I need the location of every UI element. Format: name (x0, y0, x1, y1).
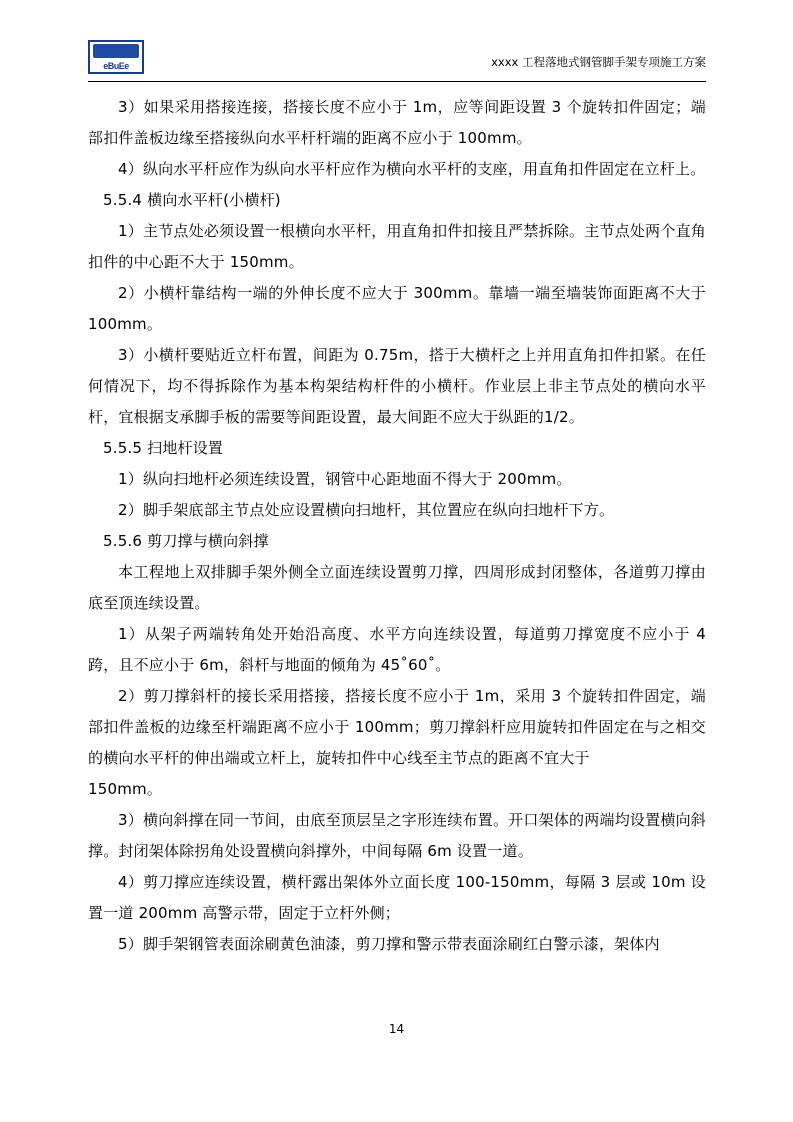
logo-bar (93, 44, 139, 58)
paragraph: 1）纵向扫地杆必须连续设置，钢管中心距地面不得大于 200mm。 (118, 470, 572, 488)
paragraph: 1）主节点处必须设置一根横向水平杆，用直角扣件扣接且严禁拆除。主节点处两个直角扣件的中心距不大于 150mm。 (88, 222, 706, 271)
page-header (88, 40, 706, 80)
header-title: xxxx 工程落地式钢管脚手架专项施工方案 (491, 55, 706, 69)
section-heading: 5.5.6 剪刀撑与横向斜撑 (103, 532, 269, 550)
paragraph: 本工程地上双排脚手架外侧全立面连续设置剪刀撑，四周形成封闭整体，各道剪刀撑由底至顶连续设置。 (88, 563, 706, 612)
header-divider (88, 81, 706, 82)
paragraph: 3）如果采用搭接连接，搭接长度不应小于 1m，应等间距设置 3 个旋转扣件固定；端部扣件盖板边缘至搭接纵向水平杆杆端的距离不应小于 100mm。 (88, 98, 706, 147)
paragraph: 5）脚手架钢管表面涂刷黄色油漆，剪刀撑和警示带表面涂刷红白警示漆，架体内 (118, 935, 660, 953)
page-number: 14 (388, 1022, 405, 1036)
section-heading: 5.5.4 横向水平杆(小横杆) (103, 191, 281, 209)
paragraph: 2）脚手架底部主节点处应设置横向扫地杆，其位置应在纵向扫地杆下方。 (118, 501, 615, 519)
paragraph: 4）剪刀撑应连续设置，横杆露出架体外立面长度 100-150mm，每隔 3 层或 10m 设置一道 200mm 高警示带，固定于立杆外侧； (88, 873, 706, 922)
section-heading: 5.5.5 扫地杆设置 (103, 439, 224, 457)
paragraph: 1）从架子两端转角处开始沿高度、水平方向连续设置，每道剪刀撑宽度不应小于 4 跨，且不应小于 6m，斜杆与地面的倾角为 45˚60˚。 (88, 625, 706, 674)
paragraph: 3）横向斜撑在同一节间，由底至顶层呈之字形连续布置。开口架体的两端均设置横向斜撑。封闭架体除拐角处设置横向斜撑外，中间每隔 6m 设置一道。 (88, 811, 706, 860)
paragraph: 3）小横杆要贴近立杆布置，间距为 0.75m，搭于大横杆之上并用直角扣件扣紧。在任何情况下，均不得拆除作为基本构架结构杆件的小横杆。作业层上非主节点处的横向水平杆，宜根据支承脚手板的需要等间距设置，最大间距不应大于纵距的1/2。 (88, 346, 706, 426)
logo-text: eBuEe (103, 61, 129, 71)
paragraph: 150mm。 (88, 780, 163, 798)
company-logo-icon (88, 40, 144, 74)
document-body (88, 92, 706, 960)
paragraph: 2）小横杆靠结构一端的外伸长度不应大于 300mm。靠墙一端至墙装饰面距离不大于 100mm。 (88, 284, 706, 333)
paragraph: 4）纵向水平杆应作为纵向水平杆应作为横向水平杆的支座，用直角扣件固定在立杆上。 (118, 160, 706, 178)
paragraph: 2）剪刀撑斜杆的接长采用搭接，搭接长度不应小于 1m，采用 3 个旋转扣件固定，端部扣件盖板的边缘至杆端距离不应小于 100mm；剪刀撑斜杆应用旋转扣件固定在与之相交的横向水平杆的伸出端或立杆上，旋转扣件中心线至主节点的距离不宜大于 (88, 687, 706, 767)
